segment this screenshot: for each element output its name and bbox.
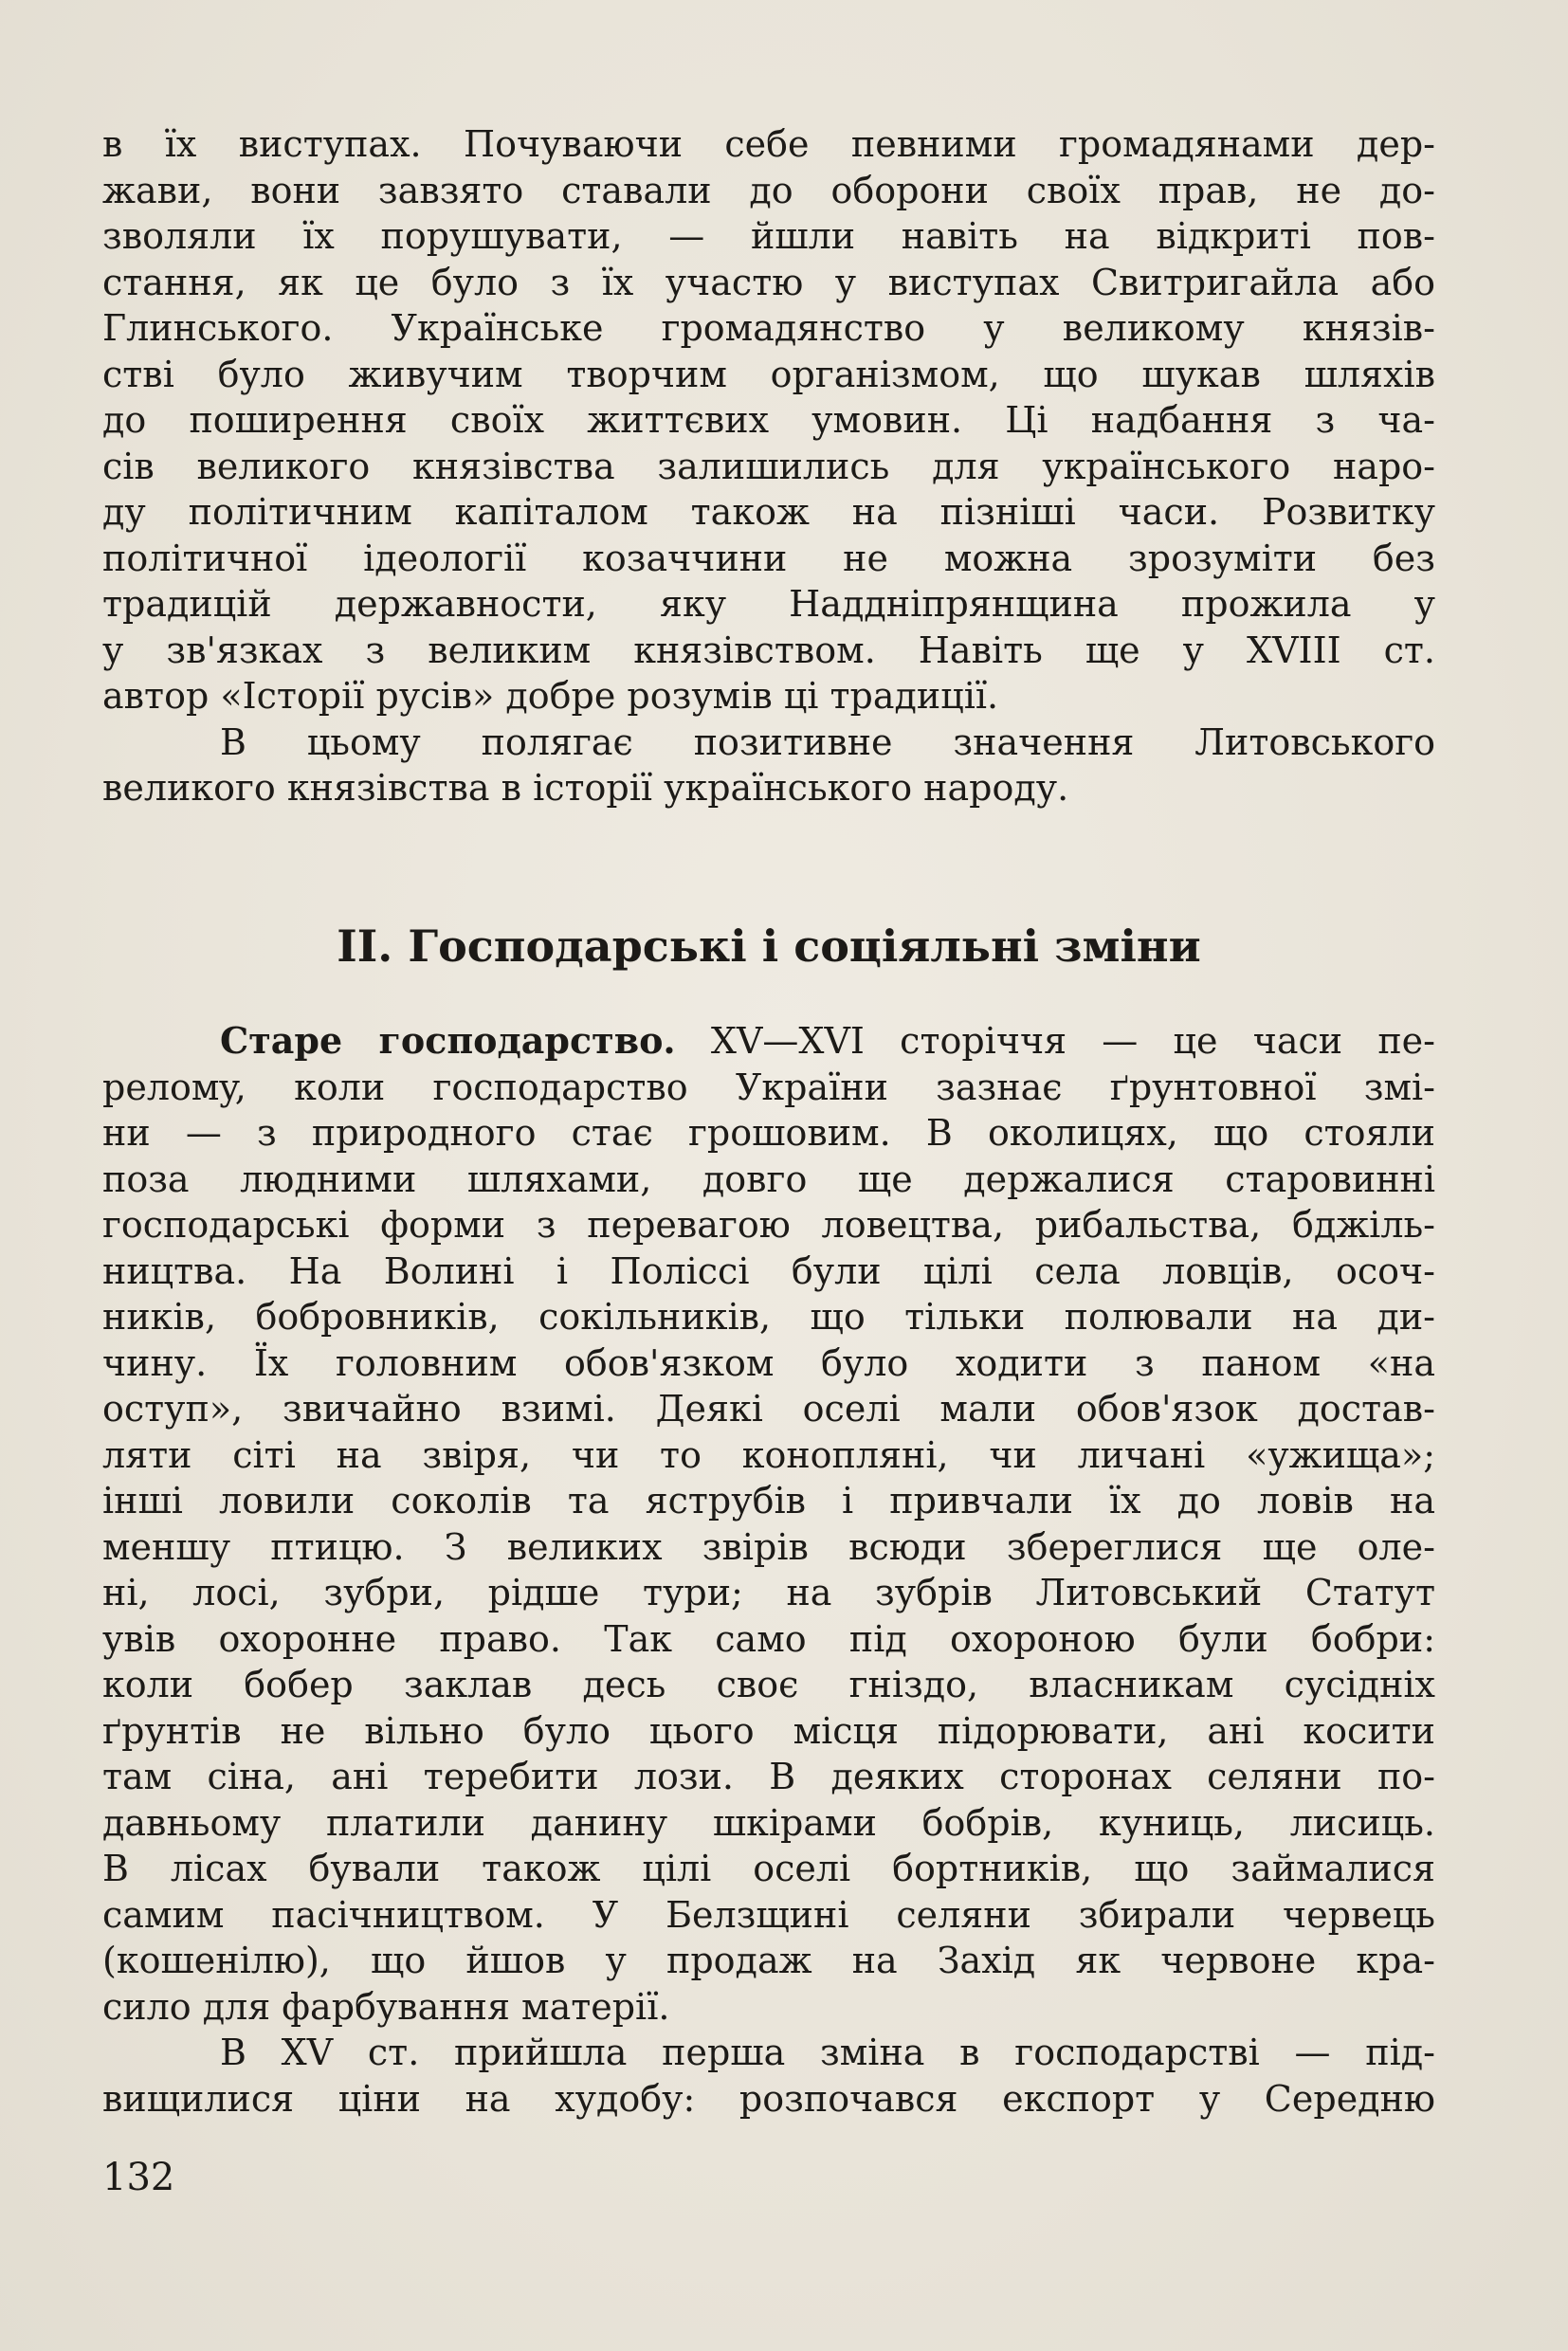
text-line: стві було живучим творчим організмом, що шукав шляхів: [102, 353, 1435, 395]
text-line: політичної ідеології козаччини не можна зрозуміти без: [102, 537, 1435, 579]
text-line: оступ», звичайно взимі. Деякі оселі мали обов'язок достав-: [102, 1388, 1435, 1430]
text-line: реломy, коли господарство України зазнає ґрунтовної змі-: [102, 1066, 1435, 1108]
run-in-title: Старе господарство.: [220, 1019, 676, 1062]
text-line: інші ловили соколів та яструбів і привчали їх до ловів на: [102, 1480, 1435, 1522]
text-line: сів великого князівства залишились для українського наро-: [102, 445, 1435, 487]
text-line: ду політичним капіталом також на пізніші часи. Розвитку: [102, 491, 1435, 533]
text-line: чину. Їх головним обов'язком було ходити з паном «на: [102, 1341, 1435, 1384]
text-line: ництва. На Волині і Поліссі були цілі села ловців, осоч-: [102, 1249, 1435, 1292]
paragraph-continuation: [102, 121, 1435, 811]
paragraph-old-economy: [102, 1018, 1435, 2122]
text-line: господарські форми з перевагою ловецтва, рибальства, бджіль-: [102, 1204, 1435, 1246]
section-heading: II. Господарські і соціяльні зміни: [337, 920, 1201, 972]
text-line: ни — з природного стає грошовим. В околицях, що стояли: [102, 1112, 1435, 1154]
text-line: давньому платили данину шкірами бобрів, куниць, лисиць.: [102, 1801, 1435, 1844]
text-line: меншу птицю. З великих звірів всюди збереглися ще оле-: [102, 1525, 1435, 1568]
text-line: Глинського. Українське громадянство у великому князів-: [102, 307, 1435, 349]
text-line: ників, бобровників, сокільників, що тільки полювали на ди-: [102, 1296, 1435, 1338]
text-line: (кошенілю), що йшов у продаж на Захід як червоне кра-: [102, 1940, 1435, 1981]
text-line: великого князівства в історії українського народу.: [102, 767, 1069, 809]
page-number: 132: [102, 2156, 175, 2199]
text-line: у зв'язках з великим князівством. Навіть ще у XVIII ст.: [102, 629, 1435, 671]
text-line: увів охоронне право. Так само під охороною були бобри:: [102, 1617, 1435, 1660]
text-line: в їх виступах. Почуваючи себе певними громадянами дер-: [102, 123, 1435, 165]
text-line: традицій державности, яку Наддніпрянщина прожила у: [102, 583, 1435, 625]
text-line: ляти сіті на звіря, чи то конопляні, чи личані «ужища»;: [102, 1433, 1435, 1476]
text-line: поза людними шляхами, довго ще держалися старовинні: [102, 1157, 1435, 1200]
text-line: ґрунтів не вільно було цього місця підорювати, ані косити: [102, 1709, 1435, 1752]
text-line: там сіна, ані теребити лози. В деяких сторонах селяни по-: [102, 1756, 1435, 1797]
text-line: самим пасічництвом. У Белзщині селяни збирали червець: [102, 1893, 1435, 1936]
text-line: [102, 1018, 1435, 1065]
text-line: до поширення своїх життєвих умовин. Ці надбання з ча-: [102, 399, 1435, 441]
text-line: коли бобер заклав десь своє гніздо, власникам сусідніх: [102, 1664, 1435, 1705]
text-line: вищилися ціни на худобу: розпочався експорт у Середню: [102, 2077, 1435, 2120]
text-line: зволяли їх порушувати, — йшли навіть на відкриті пов-: [102, 215, 1435, 257]
text-line: В цьому полягає позитивне значення Литовського: [220, 720, 1435, 763]
text-line: В XV ст. прийшла перша зміна в господарстві — під-: [220, 2032, 1435, 2073]
text-fragment: XV—XVI сторіччя — це часи пе-: [675, 1020, 1435, 1062]
text-line: сило для фарбування матерії.: [102, 1985, 670, 2028]
text-line: стання, як це було з їх участю у виступах Свитригайла або: [102, 261, 1435, 303]
text-line: ні, лосі, зубри, рідше тури; на зубрів Литовський Статут: [102, 1572, 1435, 1613]
text-line: жави, вони завзято ставали до оборони своїх прав, не до-: [102, 169, 1435, 211]
text-line: автор «Історії русів» добре розумів ці традиції.: [102, 675, 999, 717]
text-line: В лісах бували також цілі оселі бортників, що займалися: [102, 1848, 1435, 1889]
